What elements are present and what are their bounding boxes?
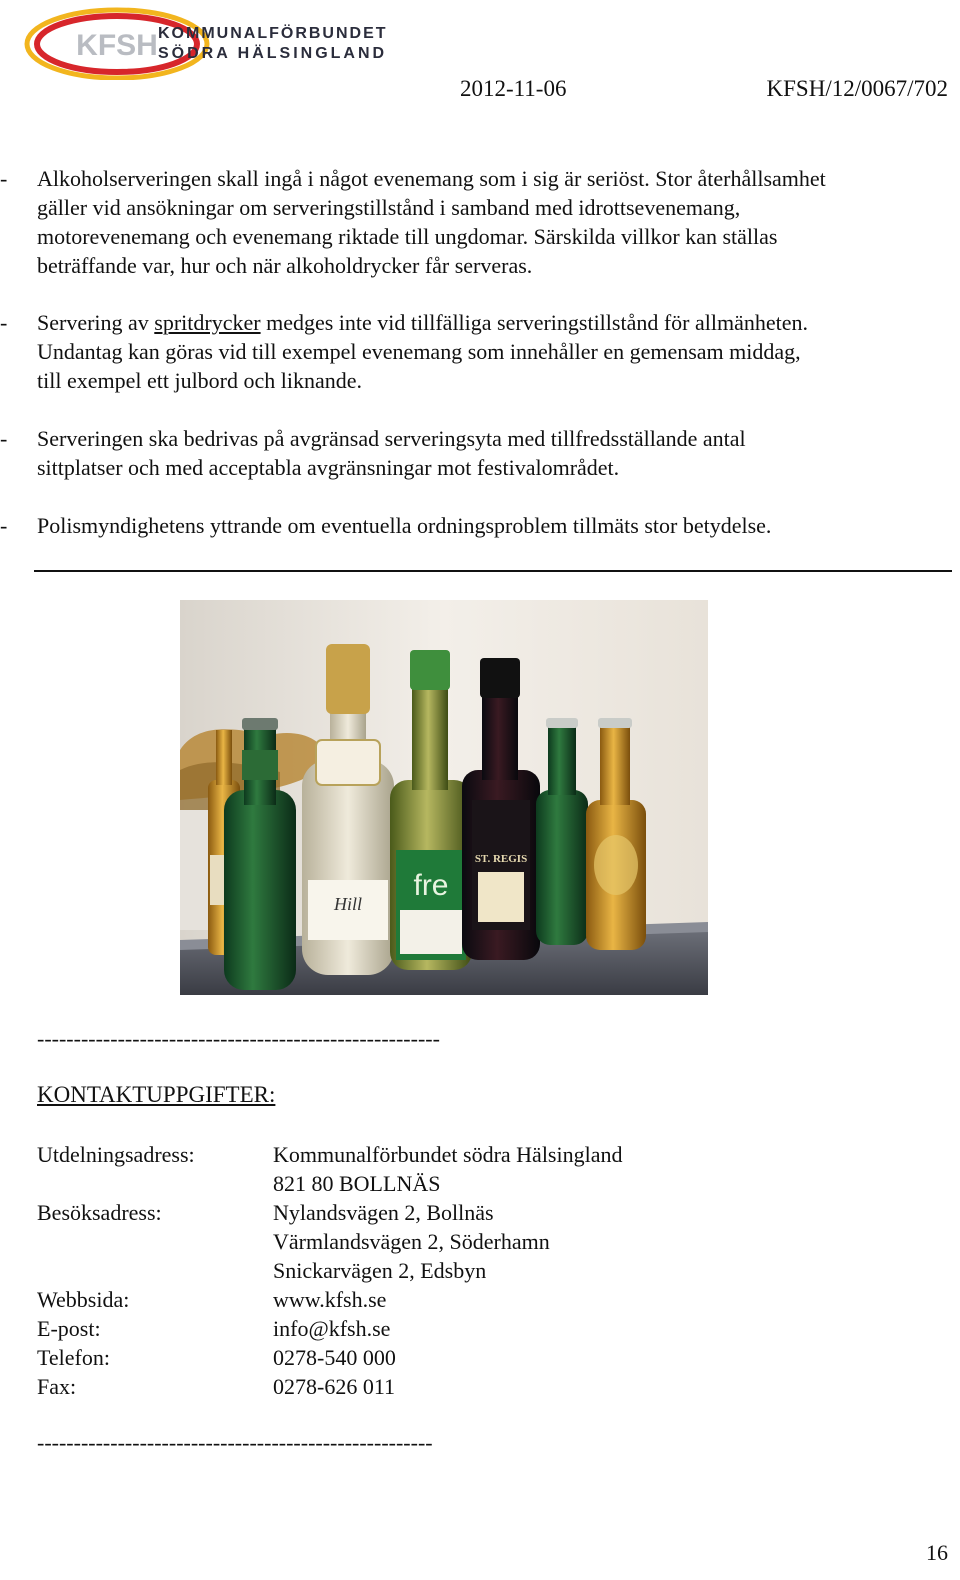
document-date: 2012-11-06 [460,76,567,101]
bullet-line [37,308,940,337]
spritdrycker-link[interactable]: spritdrycker [154,310,261,335]
document-reference: KFSH/12/0067/702 [766,76,948,101]
bullet-item [0,424,940,482]
contact-label: E-post: [37,1316,101,1341]
contact-value: Nylandsvägen 2, Bollnäs [273,1200,494,1225]
contact-value: 0278-540 000 [273,1345,396,1370]
bottle-label-fre: fre [413,869,449,902]
logo-line-1: KOMMUNALFÖRBUNDET [158,25,388,42]
kfsh-logo [22,6,442,80]
contact-heading: KONTAKTUPPGIFTER: [37,1082,276,1107]
bullet-line: Serveringen ska bedrivas på avgränsad serveringsyta med tillfredsställande antal [37,426,746,451]
bottles-photo [180,600,708,995]
email-link[interactable]: info@kfsh.se [273,1316,391,1341]
bullet-item [0,511,940,540]
contact-value: 0278-626 011 [273,1374,396,1399]
bullet-dash: - [0,426,8,451]
contact-value: Snickarvägen 2, Edsbyn [273,1258,487,1283]
bullet-item [0,308,940,395]
contact-label: Telefon: [37,1345,110,1370]
bullet-line: till exempel ett julbord och liknande. [37,368,363,393]
horizontal-rule [34,570,952,572]
bullet-dash: - [0,310,8,335]
bullet-line: beträffande var, hur och när alkoholdrycker får serveras. [37,253,533,278]
contact-label: Webbsida: [37,1287,130,1312]
bullet-text: Servering av [37,310,155,335]
page-number: 16 [926,1540,948,1565]
contact-label: Fax: [37,1374,77,1399]
contact-value: 821 80 BOLLNÄS [273,1171,441,1196]
website-link[interactable]: www.kfsh.se [273,1287,387,1312]
logo-letters: KFSH [76,29,158,62]
contact-value: Värmlandsvägen 2, Söderhamn [273,1229,550,1254]
separator-dashes-bottom: ------------------------------------------------------ [37,1430,433,1455]
bullet-item [0,164,940,280]
separator-dashes-top: ------------------------------------------------------- [37,1026,440,1051]
logo-line-2: SÖDRA HÄLSINGLAND [158,45,388,62]
bullet-line: Alkoholserveringen skall ingå i något evenemang som i sig är seriöst. Stor återhållsamhet [37,166,826,191]
bottle-label-hill: Hill [333,894,363,914]
bullet-dash: - [0,513,8,538]
bottle-label-st-regis: ST. REGIS [474,853,528,865]
contact-label: Besöksadress: [37,1200,162,1225]
bullet-line: gäller vid ansökningar om serveringstillstånd i samband med idrottsevenemang, [37,195,741,220]
kfsh-logo-mark [22,6,442,80]
bullet-line: motorevenemang och evenemang riktade till ungdomar. Särskilda villkor kan ställas [37,224,778,249]
bullet-line: sittplatser och med acceptabla avgränsningar mot festivalområdet. [37,455,620,480]
bullet-dash: - [0,166,8,191]
bullet-line: Polismyndighetens yttrande om eventuella ordningsproblem tillmäts stor betydelse. [37,513,772,538]
bullet-text: medges inte vid tillfälliga serveringstillstånd för allmänheten. [260,310,809,335]
contact-label: Utdelningsadress: [37,1142,195,1167]
bullet-line: Undantag kan göras vid till exempel evenemang som innehåller en gemensam middag, [37,339,801,364]
bottles-illustration [180,600,708,995]
contact-value: Kommunalförbundet södra Hälsingland [273,1142,623,1167]
